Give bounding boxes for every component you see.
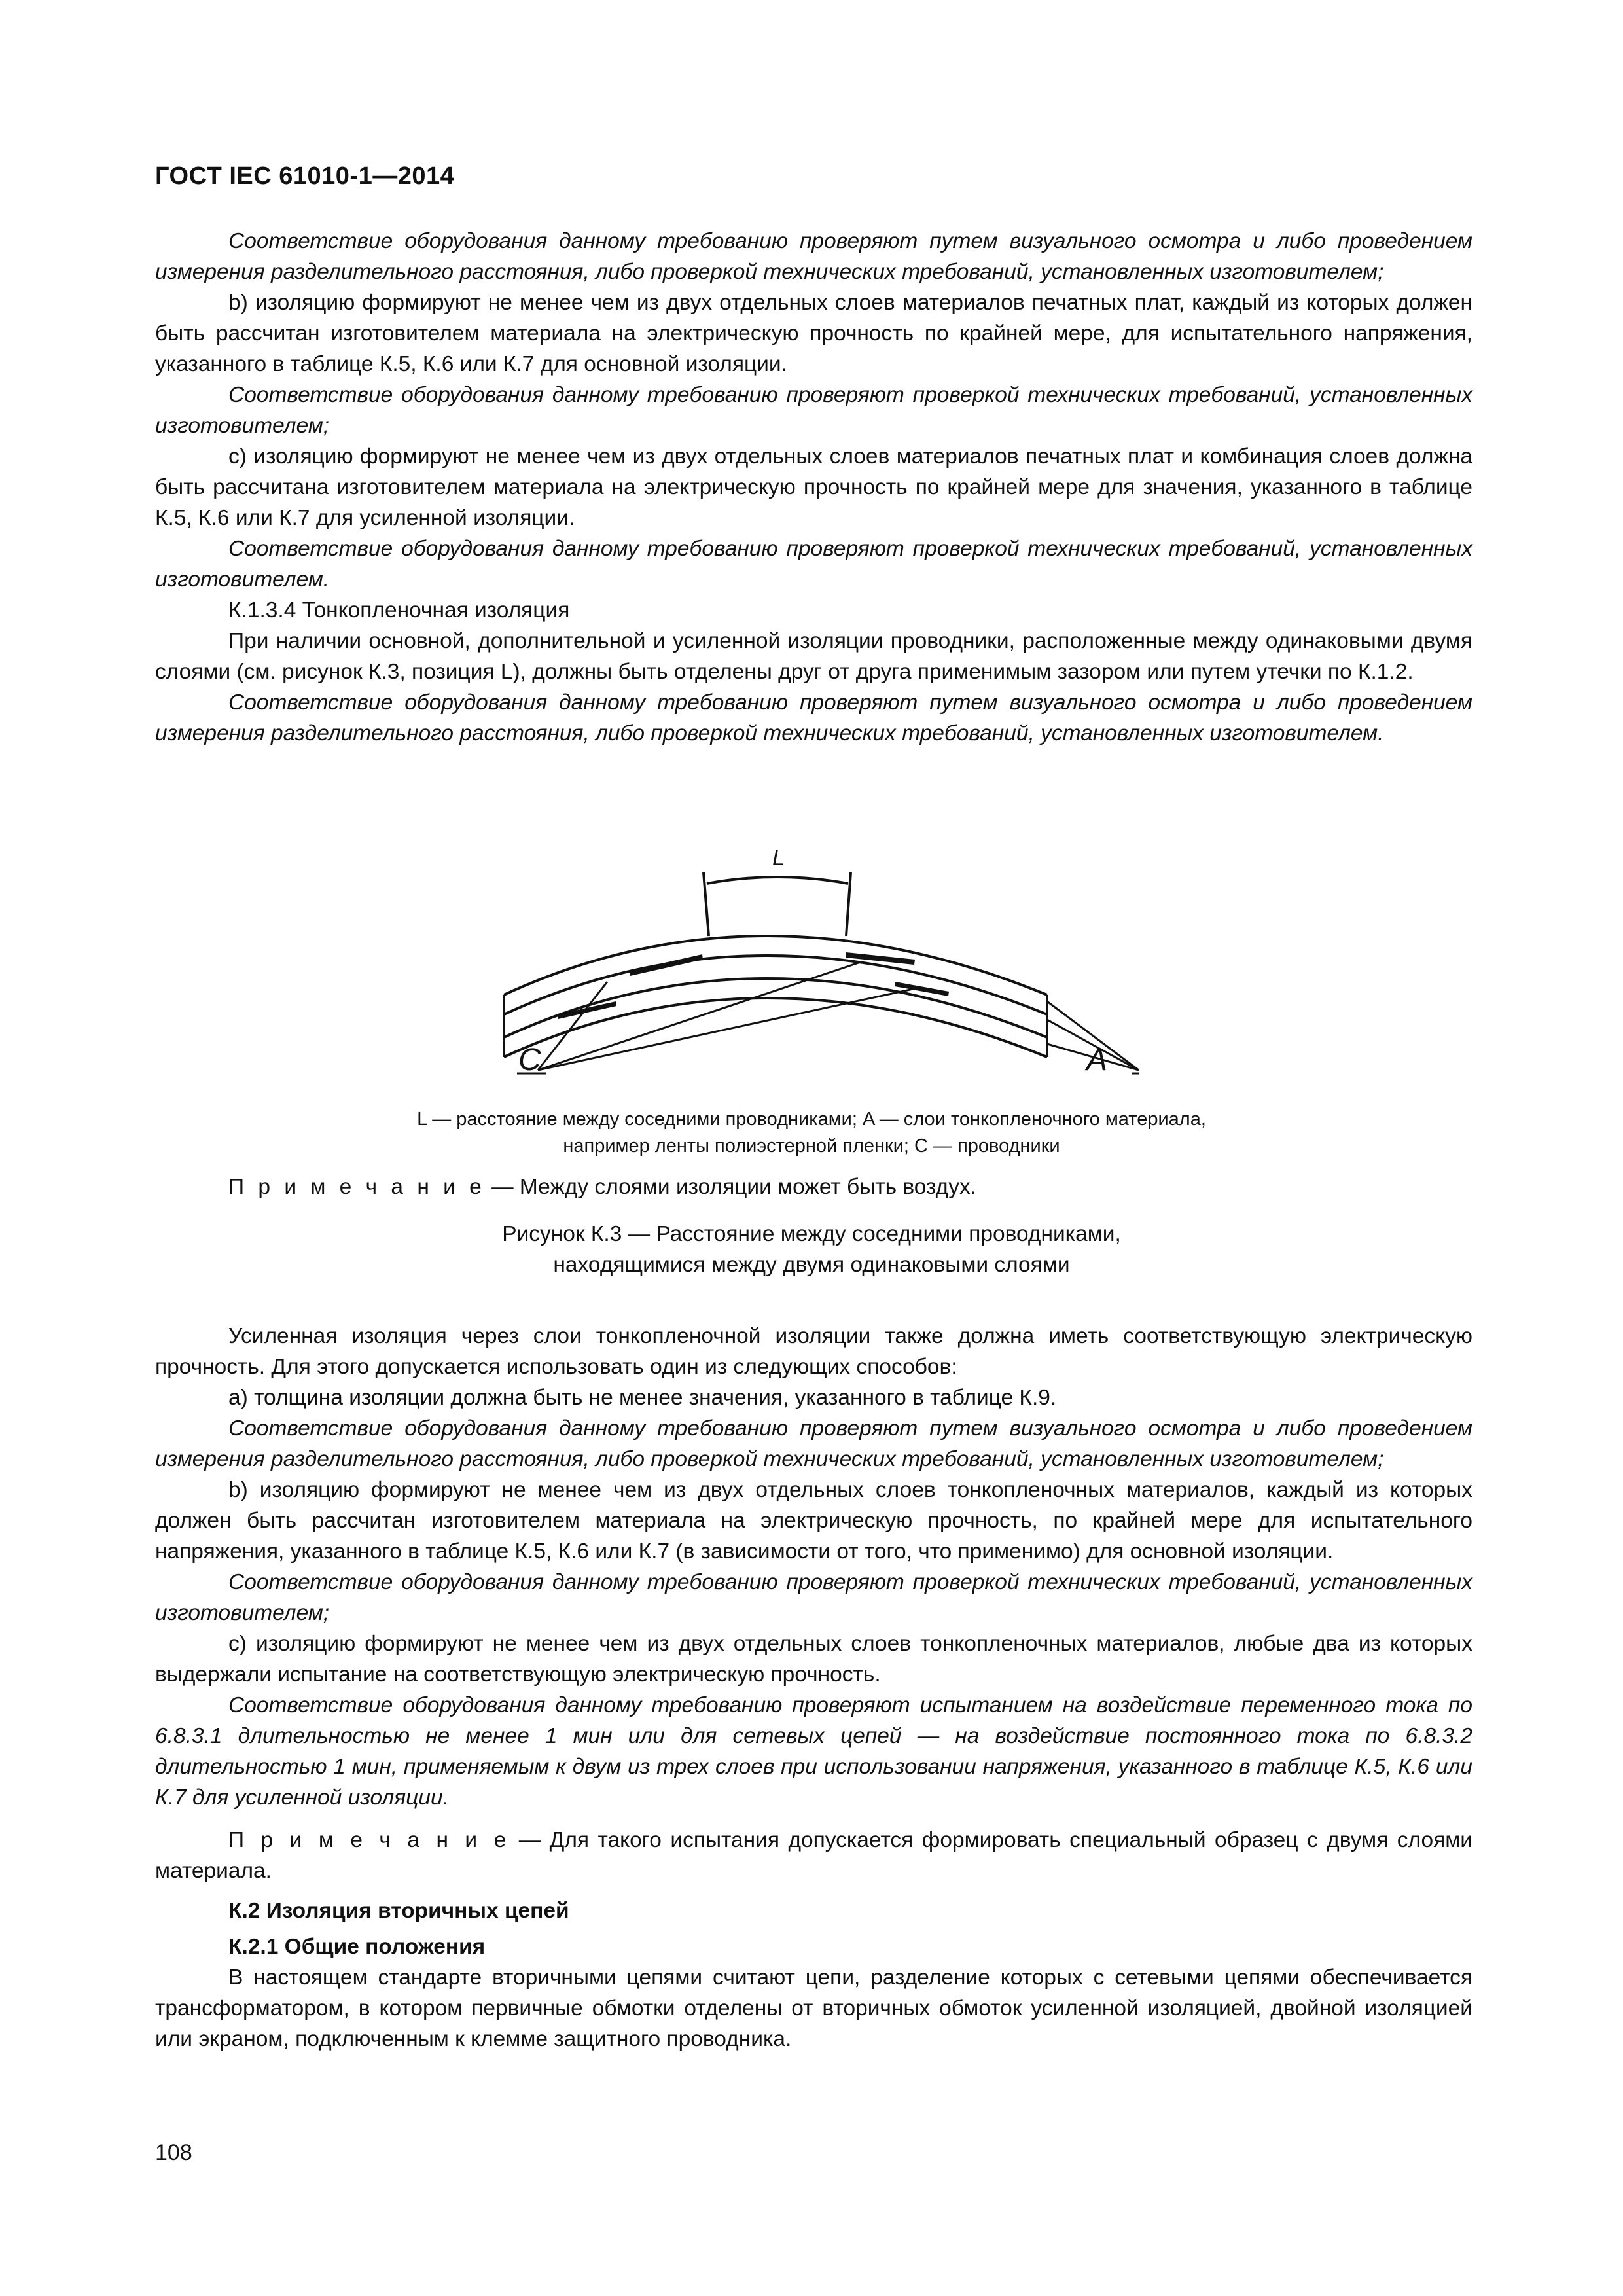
caption-line: Рисунок К.3 — Расстояние между соседними проводниками, <box>502 1222 1121 1246</box>
note-label: П р и м е ч а н и е <box>228 1175 486 1199</box>
section-heading: К.2 Изоляция вторичных цепей <box>228 1899 569 1923</box>
compliance-paragraph: Соответствие оборудования данному требованию проверяют проверкой технических требований, установленных изготовителем; <box>155 383 1472 438</box>
document-header: ГОСТ IEC 61010-1—2014 <box>155 162 455 190</box>
note-label: П р и м е ч а н и е <box>228 1828 510 1852</box>
bottom-text-block <box>155 1321 1472 2054</box>
caption-line: находящимися между двумя одинаковыми слоями <box>553 1253 1070 1277</box>
compliance-paragraph: Соответствие оборудования данному требованию проверяют проверкой технических требований, установленных изготовителем; <box>155 1570 1472 1625</box>
figure-k3-diagram <box>484 844 1139 1100</box>
label-c: C <box>518 1043 541 1077</box>
body-paragraph: В настоящем стандарте вторичными цепями считают цепи, разделение которых с сетевыми цепями обеспечивается трансформатором, в котором первичные обмотки отделены от вторичных обмоток усиленной изоляцией, двойной изоляцией или экраном, подключенным к клемме защитного проводника. <box>155 1965 1472 2051</box>
conductor <box>558 1001 616 1019</box>
item-b-paragraph: b) изоляцию формируют не менее чем из двух отдельных слоев тонкопленочных материалов, каждый из которых должен быть рассчитан изготовителем материала на электрическую прочность, по крайней мере для испытательного напряжения, указанного в таблице К.5, К.6 или К.7 (в зависимости от того, что применимо) для основной изоляции. <box>155 1478 1472 1564</box>
figure-note <box>155 1172 1472 1202</box>
page-number: 108 <box>155 2140 192 2165</box>
compliance-paragraph: Соответствие оборудования данному требованию проверяют проверкой технических требований, установленных изготовителем. <box>155 537 1472 592</box>
item-c-paragraph: c) изоляцию формируют не менее чем из двух отдельных слоев тонкопленочных материалов, любые два из которых выдержали испытание на соответствующую электрическую прочность. <box>155 1632 1472 1687</box>
item-a-paragraph: a) толщина изоляции должна быть не менее значения, указанного в таблице К.9. <box>228 1386 1057 1410</box>
compliance-paragraph: Соответствие оборудования данному требованию проверяют путем визуального осмотра и либо проведением измерения разделительного расстояния, либо проверкой технических требований, установленных изготовителем; <box>155 229 1472 284</box>
body-paragraph: При наличии основной, дополнительной и усиленной изоляции проводники, расположенные между одинаковыми двумя слоями (см. рисунок К.3, позиция L), должны быть отделены друг от друга применимым зазором или путем утечки по К.1.2. <box>155 629 1472 684</box>
compliance-paragraph: Соответствие оборудования данному требованию проверяют путем визуального осмотра и либо проведением измерения разделительного расстояния, либо проверкой технических требований, установленных изготовителем; <box>155 1416 1472 1471</box>
dimension-line-right <box>846 872 851 936</box>
subsection-heading: К.2.1 Общие положения <box>228 1935 486 1959</box>
figure-legend <box>262 1106 1361 1160</box>
label-l: L <box>772 846 785 870</box>
dimension-line-left <box>704 872 709 936</box>
item-b-paragraph: b) изоляцию формируют не менее чем из двух отдельных слоев материалов печатных плат, каждый из которых должен быть рассчитан изготовителем материала на электрическую прочность по крайней мере, для испытательного напряжения, указанного в таблице К.5, К.6 или К.7 для основной изоляции. <box>155 291 1472 376</box>
legend-line: L — расстояние между соседними проводниками; A — слои тонкопленочного материала, <box>417 1109 1206 1130</box>
legend-line: например ленты полиэстерной пленки; C — проводники <box>563 1136 1060 1157</box>
compliance-paragraph: Соответствие оборудования данному требованию проверяют путем визуального осмотра и либо проведением измерения разделительного расстояния, либо проверкой технических требований, установленных изготовителем. <box>155 691 1472 745</box>
label-a: A <box>1086 1043 1108 1077</box>
clause-heading: К.1.3.4 Тонкопленочная изоляция <box>228 598 570 622</box>
compliance-paragraph: Соответствие оборудования данному требованию проверяют испытанием на воздействие переменного тока по 6.8.3.1 длительностью не менее 1 мин или для сетевых цепей — на воздействие постоянного тока по 6.8.3.2 длительностью 1 мин, применяемым к двум из трех слоев при использовании напряжения, указанного в таблице К.5, К.6 или К.7 для усиленной изоляции. <box>155 1693 1472 1810</box>
top-text-block <box>155 226 1472 749</box>
dimension-arc <box>707 877 848 884</box>
item-c-paragraph: c) изоляцию формируют не менее чем из двух отдельных слоев материалов печатных плат и комбинация слоев должна быть рассчитана изготовителем материала на электрическую прочность по крайней мере для значения, указанного в таблице К.5, К.6 или К.7 для усиленной изоляции. <box>155 444 1472 530</box>
conductor <box>630 954 703 976</box>
figure-caption <box>262 1219 1361 1280</box>
note-text: — Для такого испытания допускается формировать специальный образец с двумя слоями материала. <box>155 1828 1472 1883</box>
body-paragraph: Усиленная изоляция через слои тонкопленочной изоляции также должна иметь соответствующую электрическую прочность. Для этого допускается использовать один из следующих способов: <box>155 1324 1472 1379</box>
note-text: — Между слоями изоляции может быть воздух. <box>485 1175 977 1199</box>
